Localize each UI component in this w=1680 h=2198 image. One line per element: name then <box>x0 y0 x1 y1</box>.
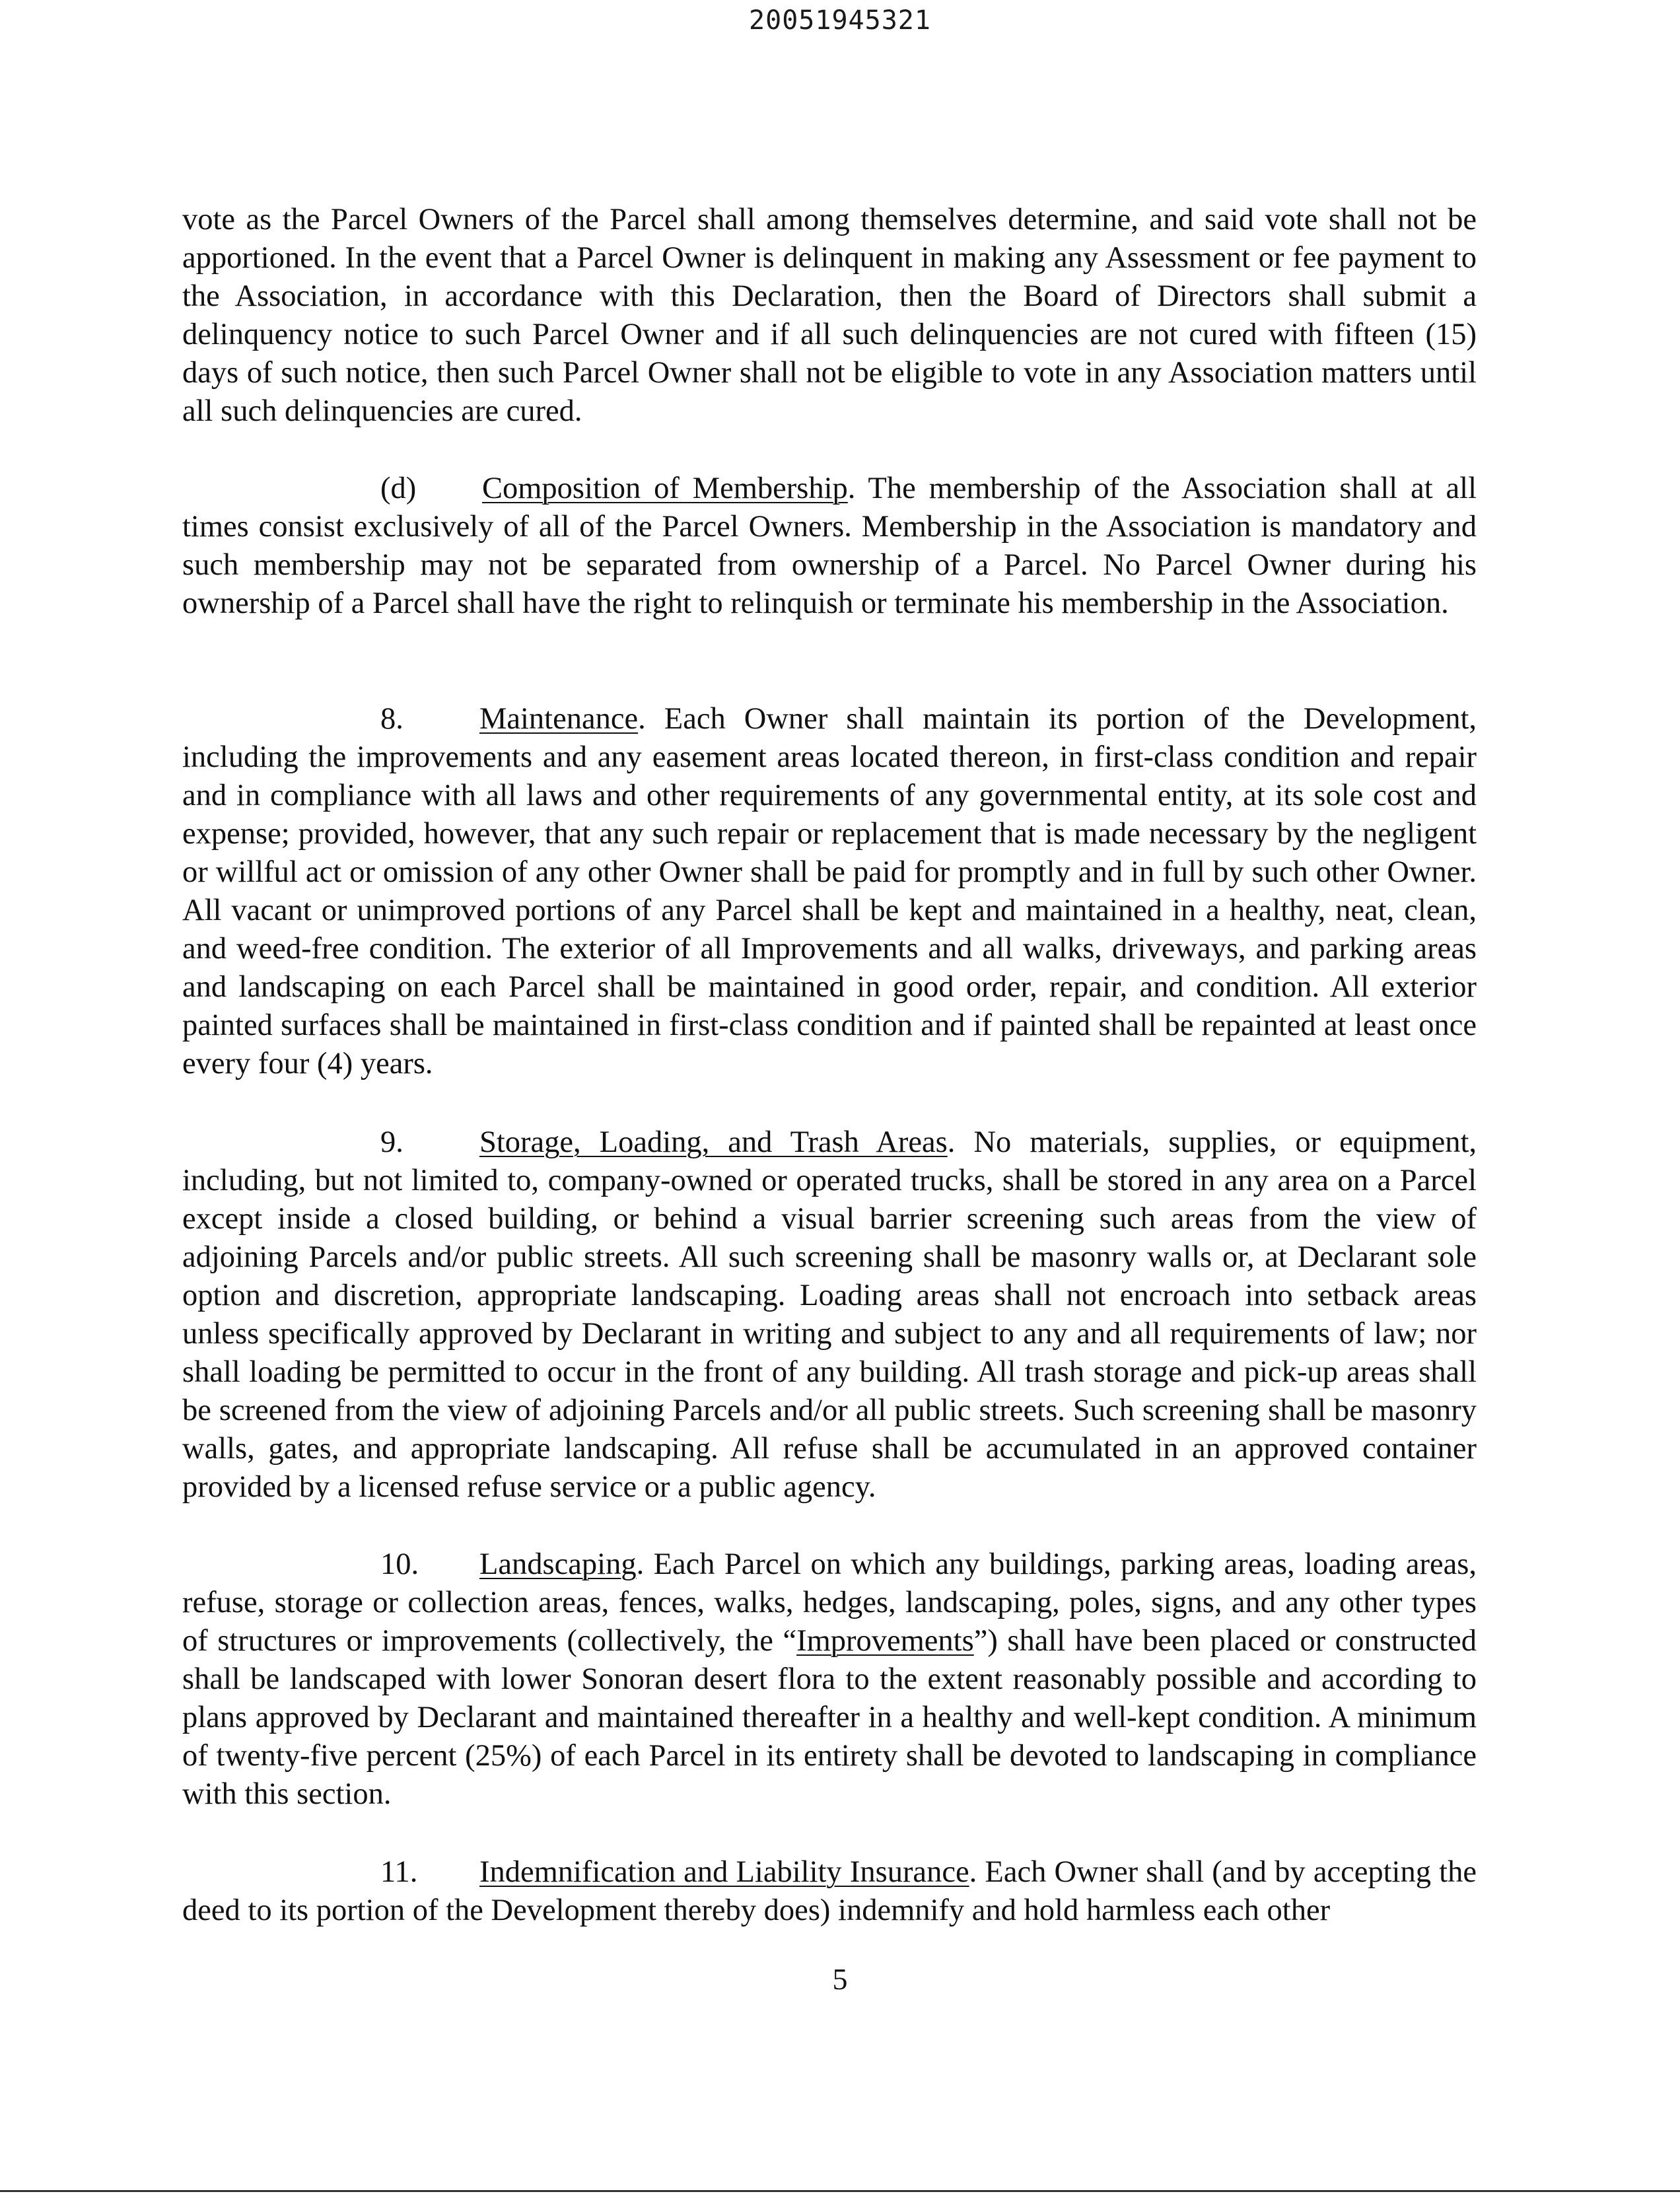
section-number: 8. <box>380 702 403 736</box>
section-heading: Landscaping <box>479 1547 637 1581</box>
section-number: 9. <box>380 1125 403 1159</box>
paragraph-text: . The membership of the Association shall at all times consist exclusively of all of the Parcel Owners. Membership in the Association is mandatory and such membership may not be separated from ownership of a Parcel. No Parcel Owner during his ownership of a Parcel shall have the right to relinquish or terminate his membership in the Association. <box>182 472 1477 620</box>
section-11-indemnification <box>182 1853 1477 1930</box>
section-number: 11. <box>380 1855 418 1889</box>
section-number: 10. <box>380 1547 419 1581</box>
defined-term-improvements: Improvements <box>796 1624 974 1658</box>
section-text: . Each Owner shall maintain its portion of the Development, including the improvements and any easement areas located thereon, in first-class condition and repair and in compliance with all laws and other requirements of any governmental entity, at its sole cost and expense; provided, however, that any such repair or replacement that is made necessary by the negligent or willful act or omission of any other Owner shall be paid for promptly and in full by such other Owner. All vacant or unimproved portions of any Parcel shall be kept and maintained in a healthy, neat, clean, and weed-free condition. The exterior of all Improvements and all walks, driveways, and parking areas and landscaping on each Parcel shall be maintained in good order, repair, and condition. All exterior painted surfaces shall be maintained in first-class condition and if painted shall be repainted at least once every four (4) years. <box>182 702 1477 1081</box>
section-text: . No materials, supplies, or equipment, including, but not limited to, company-owned or operated trucks, shall be stored in any area on a Parcel except inside a closed building, or behind a visual barrier screening such areas from the view of adjoining Parcels and/or public streets. All such screening shall be masonry walls or, at Declarant sole option and discretion, appropriate landscaping. Loading areas shall not encroach into setback areas unless specifically approved by Declarant in writing and subject to any and all requirements of law; nor shall loading be permitted to occur in the front of any building. All trash storage and pick-up areas shall be screened from the view of adjoining Parcels and/or all public streets. Such screening shall be masonry walls, gates, and appropriate landscaping. All refuse shall be accumulated in an approved container provided by a licensed refuse service or a public agency. <box>182 1125 1477 1504</box>
section-heading: Indemnification and Liability Insurance <box>479 1855 969 1889</box>
section-10-landscaping <box>182 1545 1477 1814</box>
paragraph-number: (d) <box>380 472 417 505</box>
paragraph-d <box>182 470 1477 623</box>
section-heading: Maintenance <box>479 702 639 736</box>
section-8-maintenance <box>182 700 1477 1083</box>
section-text: . Each Parcel on which any buildings, parking areas, loading areas, refuse, storage or collection areas, fences, walks, hedges, landscaping, poles, signs, and any other types of structures or improvements (collectively, the “ <box>182 1547 1477 1658</box>
page-number: 5 <box>832 1962 848 1996</box>
bottom-divider <box>0 2190 1680 2192</box>
section-text-continued: ”) shall have been placed or constructed shall be landscaped with lower Sonoran desert flora to the extent reasonably possible and according to plans approved by Declarant and maintained thereafter in a healthy and well-kept condition. A minimum of twenty-five percent (25%) of each Parcel in its entirety shall be devoted to landscaping in compliance with this section. <box>182 1624 1477 1811</box>
paragraph-heading: Composition of Membership <box>482 472 848 505</box>
section-9-storage-loading-trash <box>182 1123 1477 1507</box>
paragraph-c-continued <box>182 201 1477 431</box>
document-number: 20051945321 <box>749 5 931 36</box>
section-heading: Storage, Loading, and Trash Areas <box>479 1125 948 1159</box>
section-text: . Each Owner shall (and by accepting the deed to its portion of the Development thereby does) indemnify and hold harmless each other <box>182 1855 1477 1927</box>
paragraph-text: vote as the Parcel Owners of the Parcel shall among themselves determine, and said vote shall not be apportioned. In the event that a Parcel Owner is delinquent in making any Assessment or fee payment to the Association, in accordance with this Declaration, then the Board of Directors shall submit a delinquency notice to such Parcel Owner and if all such delinquencies are not cured with fifteen (15) days of such notice, then such Parcel Owner shall not be eligible to vote in any Association matters until all such delinquencies are cured. <box>182 203 1477 428</box>
